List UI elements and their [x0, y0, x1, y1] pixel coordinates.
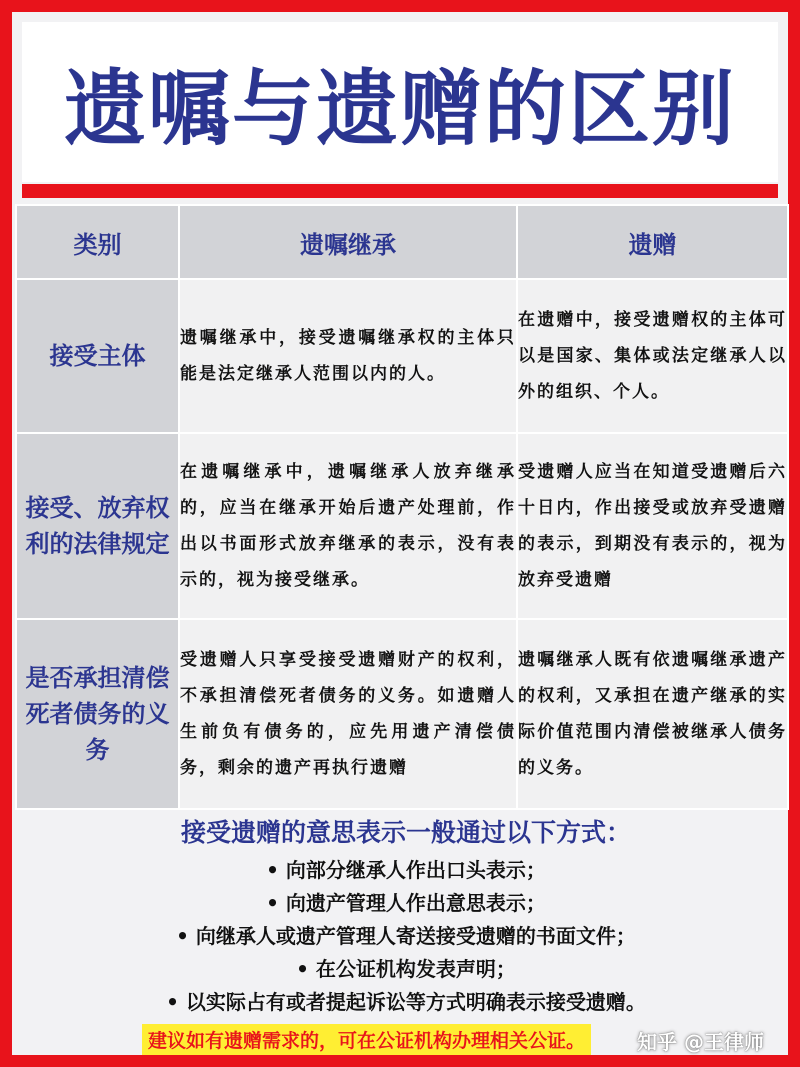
suggestion-banner	[142, 1023, 591, 1055]
header-will-inheritance: 遗嘱继承	[179, 205, 517, 279]
table-row	[16, 279, 788, 433]
bequest-cell: 受遗赠人应当在知道受遗赠后六十日内，作出接受或放弃受遗赠的表示，到期没有表示的，视为放弃受遗赠	[517, 433, 788, 619]
suggestion-text: 建议如有遗赠需求的，可在公证机构办理相关公证。	[142, 1024, 591, 1055]
will-cell: 遗嘱继承中，接受遗嘱继承权的主体只能是法定继承人范围以内的人。	[179, 279, 517, 433]
bequest-cell: 遗嘱继承人既有依遗嘱继承遗产的权利，又承担在遗产继承的实际价值范围内清偿被继承人债务的义务。	[517, 619, 788, 809]
title-box	[22, 22, 778, 182]
watermark: 知乎 @王律师	[637, 1030, 764, 1054]
bequest-cell: 在遗赠中，接受遗赠权的主体可以是国家、集体或法定继承人以外的组织、个人。	[517, 279, 788, 433]
will-cell: 在遗嘱继承中，遗嘱继承人放弃继承的，应当在继承开始后遗产处理前，作出以书面形式放弃继承的表示，没有表示的，视为接受继承。	[179, 433, 517, 619]
method-item: • 向遗产管理人作出意思表示；	[266, 891, 546, 915]
methods-heading: 接受遗赠的意思表示一般通过以下方式：	[180, 818, 631, 847]
method-item: • 向部分继承人作出口头表示；	[266, 858, 546, 882]
table-row	[16, 433, 788, 619]
comparison-table	[15, 204, 789, 810]
header-bequest: 遗赠	[517, 205, 788, 279]
row-category: 接受、放弃权利的法律规定	[16, 433, 179, 619]
row-category: 是否承担清偿死者债务的义务	[16, 619, 179, 809]
acceptance-methods	[24, 812, 788, 1019]
method-item: • 向继承人或遗产管理人寄送接受遗赠的书面文件；	[176, 924, 636, 948]
table-row	[16, 619, 788, 809]
row-category: 接受主体	[16, 279, 179, 433]
will-cell: 受遗赠人只享受接受遗赠财产的权利，不承担清偿死者债务的义务。如遗赠人生前负有债务的，应先用遗产清偿债务，剩余的遗产再执行遗赠	[179, 619, 517, 809]
method-item: • 在公证机构发表声明；	[296, 957, 516, 981]
page-title: 遗嘱与遗赠的区别	[63, 61, 736, 157]
header-category: 类别	[16, 205, 179, 279]
method-item: • 以实际占有或者提起诉讼等方式明确表示接受遗赠。	[166, 990, 646, 1014]
title-underline-bar	[22, 184, 778, 198]
table-header-row	[16, 205, 788, 279]
